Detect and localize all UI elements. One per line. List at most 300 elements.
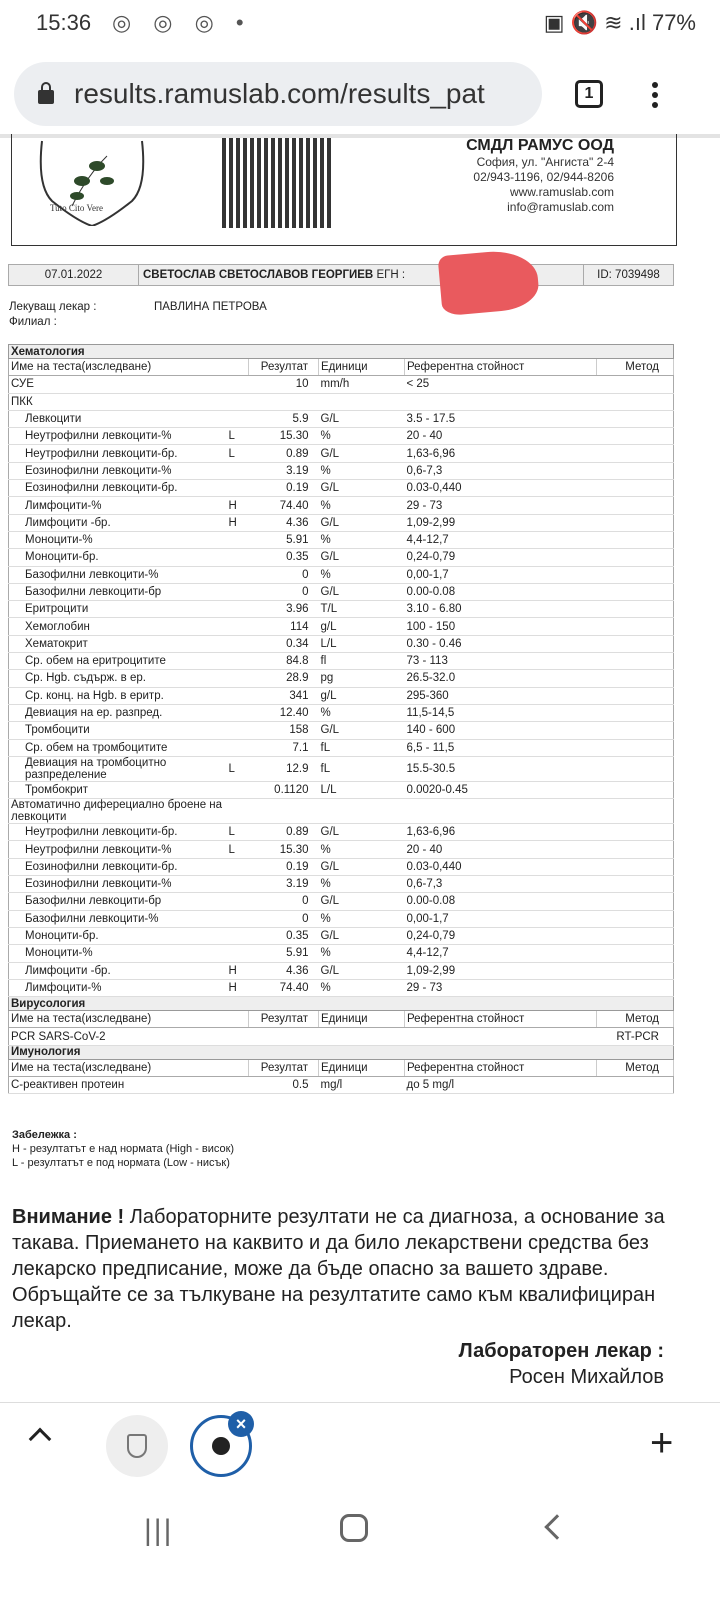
chevron-up-icon[interactable] <box>29 1428 52 1451</box>
units: mm/h <box>319 376 405 393</box>
result-value: 12.40 <box>249 704 319 721</box>
flag: H <box>227 962 249 979</box>
test-name: PCR SARS-CoV-2 <box>9 1028 227 1045</box>
test-name: Еозинофилни левкоцити-% <box>9 876 227 893</box>
result-value: 0 <box>249 583 319 600</box>
test-name: Ср. обем на еритроцитите <box>9 653 227 670</box>
method <box>597 739 674 756</box>
reference-range: 73 - 113 <box>405 653 597 670</box>
tab-switcher-button[interactable]: 1 <box>575 80 603 108</box>
test-name: Базофилни левкоцити-бр <box>9 583 227 600</box>
result-value: 341 <box>249 687 319 704</box>
globe-icon <box>212 1437 230 1455</box>
flag <box>227 376 249 393</box>
section-header <box>9 345 674 359</box>
method <box>597 618 674 635</box>
reference-range: 0,24-0,79 <box>405 927 597 944</box>
reference-range: 0,6-7,3 <box>405 876 597 893</box>
result-value: 84.8 <box>249 653 319 670</box>
reference-range: 295-360 <box>405 687 597 704</box>
branch-label: Филиал : <box>9 316 57 328</box>
units: G/L <box>319 962 405 979</box>
units: fl <box>319 653 405 670</box>
units: L/L <box>319 635 405 652</box>
result-value: 4.36 <box>249 514 319 531</box>
reference-range: 3.5 - 17.5 <box>405 410 597 427</box>
method <box>597 687 674 704</box>
method <box>597 635 674 652</box>
page-content <box>0 134 720 1402</box>
flag <box>227 876 249 893</box>
test-name: C-реактивен протеин <box>9 1076 227 1093</box>
units: g/L <box>319 618 405 635</box>
test-name: Лимфоцити -бр. <box>9 514 227 531</box>
flag <box>227 635 249 652</box>
test-name: Моноцити-бр. <box>9 927 227 944</box>
flag <box>227 739 249 756</box>
flag <box>227 393 249 410</box>
flag: H <box>227 979 249 996</box>
method <box>597 549 674 566</box>
units: pg <box>319 670 405 687</box>
address-bar[interactable] <box>14 62 542 126</box>
test-name: Неутрофилни левкоцити-% <box>9 841 227 858</box>
units: G/L <box>319 722 405 739</box>
method <box>597 979 674 996</box>
reference-range: 20 - 40 <box>405 428 597 445</box>
doctor-info <box>9 300 267 330</box>
table-row <box>9 376 674 393</box>
result-value: 0.19 <box>249 858 319 875</box>
method <box>597 945 674 962</box>
lab-logo <box>32 136 152 226</box>
reference-range: 20 - 40 <box>405 841 597 858</box>
reference-range <box>405 1028 597 1045</box>
table-row <box>9 393 674 410</box>
units: % <box>319 566 405 583</box>
result-value: 0.35 <box>249 927 319 944</box>
table-row <box>9 601 674 618</box>
col-name: Име на теста(изследване) <box>9 1059 249 1076</box>
result-value <box>249 799 319 824</box>
section-header <box>9 1045 674 1059</box>
table-row <box>9 876 674 893</box>
qr-code <box>222 138 332 228</box>
test-name: Автоматично диферециално броене на левкоцити <box>9 799 227 824</box>
col-result: Резултат <box>249 359 319 376</box>
flag <box>227 480 249 497</box>
result-value: 0.35 <box>249 549 319 566</box>
flag <box>227 781 249 798</box>
flag <box>227 858 249 875</box>
reference-range: 0,6-7,3 <box>405 462 597 479</box>
units: G/L <box>319 858 405 875</box>
home-icon[interactable] <box>340 1514 368 1542</box>
test-name: Базофилни левкоцити-% <box>9 566 227 583</box>
flag: L <box>227 428 249 445</box>
units: fL <box>319 756 405 781</box>
table-row <box>9 410 674 427</box>
units: % <box>319 704 405 721</box>
test-name: Девиация на ер. разпред. <box>9 704 227 721</box>
reference-range: 0.30 - 0.46 <box>405 635 597 652</box>
method <box>597 445 674 462</box>
warning-body: Лабораторните резултати не са диагноза, а основание за такава. Приемането на каквито и да било лекарствени средства без лекарско предписание, може да бъде опасно за вашето здраве. Обръщайте се за тълкуване на резултатите само към квалифициран лекар. <box>12 1206 665 1332</box>
result-value: 0.89 <box>249 445 319 462</box>
test-name: Базофилни левкоцити-% <box>9 910 227 927</box>
reference-range: 0,00-1,7 <box>405 566 597 583</box>
method <box>597 799 674 824</box>
method <box>597 1076 674 1093</box>
flag <box>227 670 249 687</box>
reference-range: 0,00-1,7 <box>405 910 597 927</box>
result-value: 3.19 <box>249 876 319 893</box>
reference-range: до 5 mg/l <box>405 1076 597 1093</box>
method <box>597 756 674 781</box>
system-nav-bar <box>0 1488 720 1600</box>
more-menu-icon[interactable] <box>652 78 660 112</box>
test-name: Лимфоцити -бр. <box>9 962 227 979</box>
test-name: СУЕ <box>9 376 227 393</box>
test-name: Тромбокрит <box>9 781 227 798</box>
col-result: Резултат <box>249 1011 319 1028</box>
section-title: Вирусология <box>9 997 674 1011</box>
test-name: Ср. обем на тромбоцитите <box>9 739 227 756</box>
reference-range: 29 - 73 <box>405 497 597 514</box>
table-row <box>9 531 674 548</box>
test-name: Девиация на тромбоцитно разпределение <box>9 756 227 781</box>
reference-range: 26.5-32.0 <box>405 670 597 687</box>
units: % <box>319 428 405 445</box>
reference-range: 0.03-0,440 <box>405 858 597 875</box>
flag <box>227 687 249 704</box>
col-ref: Референтна стойност <box>405 1059 597 1076</box>
result-value: 12.9 <box>249 756 319 781</box>
company-address: София, ул. "Ангиста" 2-4 <box>476 155 614 169</box>
bottom-toolbar <box>0 1402 720 1488</box>
flag <box>227 549 249 566</box>
method <box>597 497 674 514</box>
method <box>597 566 674 583</box>
units: % <box>319 841 405 858</box>
svg-text:Tuto Cito Vere: Tuto Cito Vere <box>50 203 104 213</box>
table-row <box>9 927 674 944</box>
table-row <box>9 722 674 739</box>
flag: L <box>227 445 249 462</box>
units: G/L <box>319 824 405 841</box>
table-row <box>9 893 674 910</box>
method <box>597 601 674 618</box>
reference-range: 140 - 600 <box>405 722 597 739</box>
table-row <box>9 445 674 462</box>
legend-note <box>12 1128 234 1170</box>
warning-text <box>12 1204 702 1334</box>
col-units: Единици <box>319 1059 405 1076</box>
units <box>319 799 405 824</box>
table-row <box>9 514 674 531</box>
patient-id: ID: 7039498 <box>583 265 673 285</box>
recents-icon[interactable]: ||| <box>144 1514 174 1547</box>
units: G/L <box>319 893 405 910</box>
table-row <box>9 687 674 704</box>
col-result: Резултат <box>249 1059 319 1076</box>
table-row <box>9 945 674 962</box>
reference-range: 4,4-12,7 <box>405 531 597 548</box>
result-value: 0.19 <box>249 480 319 497</box>
table-row <box>9 756 674 781</box>
flag <box>227 653 249 670</box>
reference-range: < 25 <box>405 376 597 393</box>
lab-header <box>11 134 677 246</box>
method <box>597 824 674 841</box>
flag: L <box>227 841 249 858</box>
table-row <box>9 824 674 841</box>
method <box>597 876 674 893</box>
table-row <box>9 462 674 479</box>
result-value: 15.30 <box>249 841 319 858</box>
tab-ramuslab[interactable] <box>106 1415 168 1477</box>
section-title: Хематология <box>9 345 674 359</box>
warning-title: Внимание ! <box>12 1206 125 1228</box>
results-table <box>8 344 674 1094</box>
units: % <box>319 462 405 479</box>
patient-bar <box>8 264 674 286</box>
table-row <box>9 962 674 979</box>
method: RT-PCR <box>597 1028 674 1045</box>
note-title: Забележка : <box>12 1129 77 1141</box>
units: % <box>319 531 405 548</box>
reference-range: 1,09-2,99 <box>405 962 597 979</box>
test-name: Тромбоцити <box>9 722 227 739</box>
col-name: Име на теста(изследване) <box>9 1011 249 1028</box>
col-name: Име на теста(изследване) <box>9 359 249 376</box>
test-name: Моноцити-бр. <box>9 549 227 566</box>
units: G/L <box>319 583 405 600</box>
notification-icons: ◎ ◎ ◎ • <box>112 10 252 35</box>
method <box>597 376 674 393</box>
reference-range: 6,5 - 11,5 <box>405 739 597 756</box>
result-value: 0 <box>249 893 319 910</box>
result-value: 28.9 <box>249 670 319 687</box>
flag <box>227 893 249 910</box>
reference-range: 0.00-0.08 <box>405 893 597 910</box>
table-row <box>9 618 674 635</box>
section-title: Имунология <box>9 1045 674 1059</box>
table-row <box>9 841 674 858</box>
flag <box>227 566 249 583</box>
result-value: 74.40 <box>249 497 319 514</box>
test-name: Моноцити-% <box>9 945 227 962</box>
flag <box>227 410 249 427</box>
units: G/L <box>319 514 405 531</box>
method <box>597 531 674 548</box>
reference-range <box>405 393 597 410</box>
reference-range: 11,5-14,5 <box>405 704 597 721</box>
egn-label: ЕГН : <box>376 269 406 281</box>
result-value: 114 <box>249 618 319 635</box>
patient-name <box>139 269 583 281</box>
result-value: 5.91 <box>249 945 319 962</box>
method <box>597 393 674 410</box>
company-website: www.ramuslab.com <box>509 185 614 199</box>
col-method: Метод <box>597 359 674 376</box>
method <box>597 722 674 739</box>
flag <box>227 704 249 721</box>
test-name: Ср. конц. на Hgb. в еритр. <box>9 687 227 704</box>
result-date: 07.01.2022 <box>9 265 139 285</box>
col-method: Метод <box>597 1059 674 1076</box>
flag <box>227 799 249 824</box>
test-name: Еозинофилни левкоцити-бр. <box>9 480 227 497</box>
reference-range: 0,24-0,79 <box>405 549 597 566</box>
result-value: 15.30 <box>249 428 319 445</box>
test-name: Неутрофилни левкоцити-бр. <box>9 445 227 462</box>
method <box>597 841 674 858</box>
units: mg/l <box>319 1076 405 1093</box>
result-value: 3.19 <box>249 462 319 479</box>
company-email: info@ramuslab.com <box>507 200 614 214</box>
result-value: 74.40 <box>249 979 319 996</box>
units <box>319 1028 405 1045</box>
flag <box>227 1028 249 1045</box>
reference-range <box>405 799 597 824</box>
column-header-row <box>9 359 674 376</box>
flag <box>227 927 249 944</box>
doctor-label: Лекуващ лекар : <box>9 301 97 313</box>
col-method: Метод <box>597 1011 674 1028</box>
table-row <box>9 858 674 875</box>
test-name: Еозинофилни левкоцити-% <box>9 462 227 479</box>
result-value: 0.1120 <box>249 781 319 798</box>
test-name: Базофилни левкоцити-бр <box>9 893 227 910</box>
table-row <box>9 566 674 583</box>
table-row <box>9 428 674 445</box>
table-row <box>9 480 674 497</box>
col-units: Единици <box>319 1011 405 1028</box>
table-row <box>9 635 674 652</box>
units: % <box>319 945 405 962</box>
col-ref: Референтна стойност <box>405 1011 597 1028</box>
test-name: Лимфоцити-% <box>9 979 227 996</box>
col-ref: Референтна стойност <box>405 359 597 376</box>
method <box>597 428 674 445</box>
method <box>597 583 674 600</box>
signature-label: Лабораторен лекар : <box>458 1340 664 1362</box>
method <box>597 893 674 910</box>
table-row <box>9 583 674 600</box>
flag <box>227 601 249 618</box>
table-row <box>9 781 674 798</box>
reference-range: 0.03-0,440 <box>405 480 597 497</box>
units: G/L <box>319 445 405 462</box>
flag <box>227 910 249 927</box>
units: % <box>319 979 405 996</box>
site-favicon-icon <box>127 1434 147 1458</box>
flag: H <box>227 497 249 514</box>
url-text[interactable]: results.ramuslab.com/results_pat <box>74 78 485 109</box>
table-row <box>9 670 674 687</box>
units: G/L <box>319 549 405 566</box>
method <box>597 514 674 531</box>
result-value: 0.34 <box>249 635 319 652</box>
flag: H <box>227 514 249 531</box>
flag <box>227 618 249 635</box>
table-row <box>9 739 674 756</box>
test-name: Неутрофилни левкоцити-бр. <box>9 824 227 841</box>
system-icons: ▣ 🔇 ≋ .ıl 77% <box>543 10 696 35</box>
flag <box>227 1076 249 1093</box>
flag <box>227 462 249 479</box>
test-name: Неутрофилни левкоцити-% <box>9 428 227 445</box>
reference-range: 4,4-12,7 <box>405 945 597 962</box>
table-row <box>9 704 674 721</box>
table-row <box>9 979 674 996</box>
reference-range: 15.5-30.5 <box>405 756 597 781</box>
table-row <box>9 653 674 670</box>
result-value: 5.9 <box>249 410 319 427</box>
redaction-mark <box>438 248 541 316</box>
result-value: 10 <box>249 376 319 393</box>
test-name: Хемоглобин <box>9 618 227 635</box>
table-row <box>9 910 674 927</box>
units: G/L <box>319 480 405 497</box>
reference-range: 0.00-0.08 <box>405 583 597 600</box>
clock: 15:36 <box>36 10 92 35</box>
method <box>597 704 674 721</box>
column-header-row <box>9 1059 674 1076</box>
result-value <box>249 1028 319 1045</box>
method <box>597 410 674 427</box>
test-name: Ср. Hgb. съдърж. в ер. <box>9 670 227 687</box>
method <box>597 910 674 927</box>
company-name: СМДЛ РАМУС ООД <box>466 137 614 154</box>
company-info <box>466 138 614 215</box>
test-name: ПКК <box>9 393 227 410</box>
test-name: Хематокрит <box>9 635 227 652</box>
units: L/L <box>319 781 405 798</box>
back-icon[interactable] <box>544 1514 569 1539</box>
close-tab-icon[interactable]: × <box>228 1411 254 1437</box>
new-tab-button[interactable]: + <box>650 1421 674 1465</box>
result-value: 0 <box>249 910 319 927</box>
result-value: 3.96 <box>249 601 319 618</box>
units: % <box>319 910 405 927</box>
test-name: Еритроцити <box>9 601 227 618</box>
signature-name: Росен Михайлов <box>509 1366 664 1388</box>
table-row <box>9 799 674 824</box>
units: T/L <box>319 601 405 618</box>
units: % <box>319 876 405 893</box>
reference-range: 1,63-6,96 <box>405 445 597 462</box>
column-header-row <box>9 1011 674 1028</box>
units: fL <box>319 739 405 756</box>
table-row <box>9 549 674 566</box>
result-value: 4.36 <box>249 962 319 979</box>
signature <box>459 1338 664 1390</box>
reference-range: 3.10 - 6.80 <box>405 601 597 618</box>
method <box>597 858 674 875</box>
note-low: L - резултатът е под нормата (Low - нисък) <box>12 1157 230 1169</box>
result-value <box>249 393 319 410</box>
result-value: 158 <box>249 722 319 739</box>
flag: L <box>227 824 249 841</box>
reference-range: 1,09-2,99 <box>405 514 597 531</box>
table-row <box>9 1076 674 1093</box>
note-high: H - резултатът е над нормата (High - висок) <box>12 1143 235 1155</box>
method <box>597 781 674 798</box>
lock-icon <box>38 90 54 104</box>
flag <box>227 722 249 739</box>
